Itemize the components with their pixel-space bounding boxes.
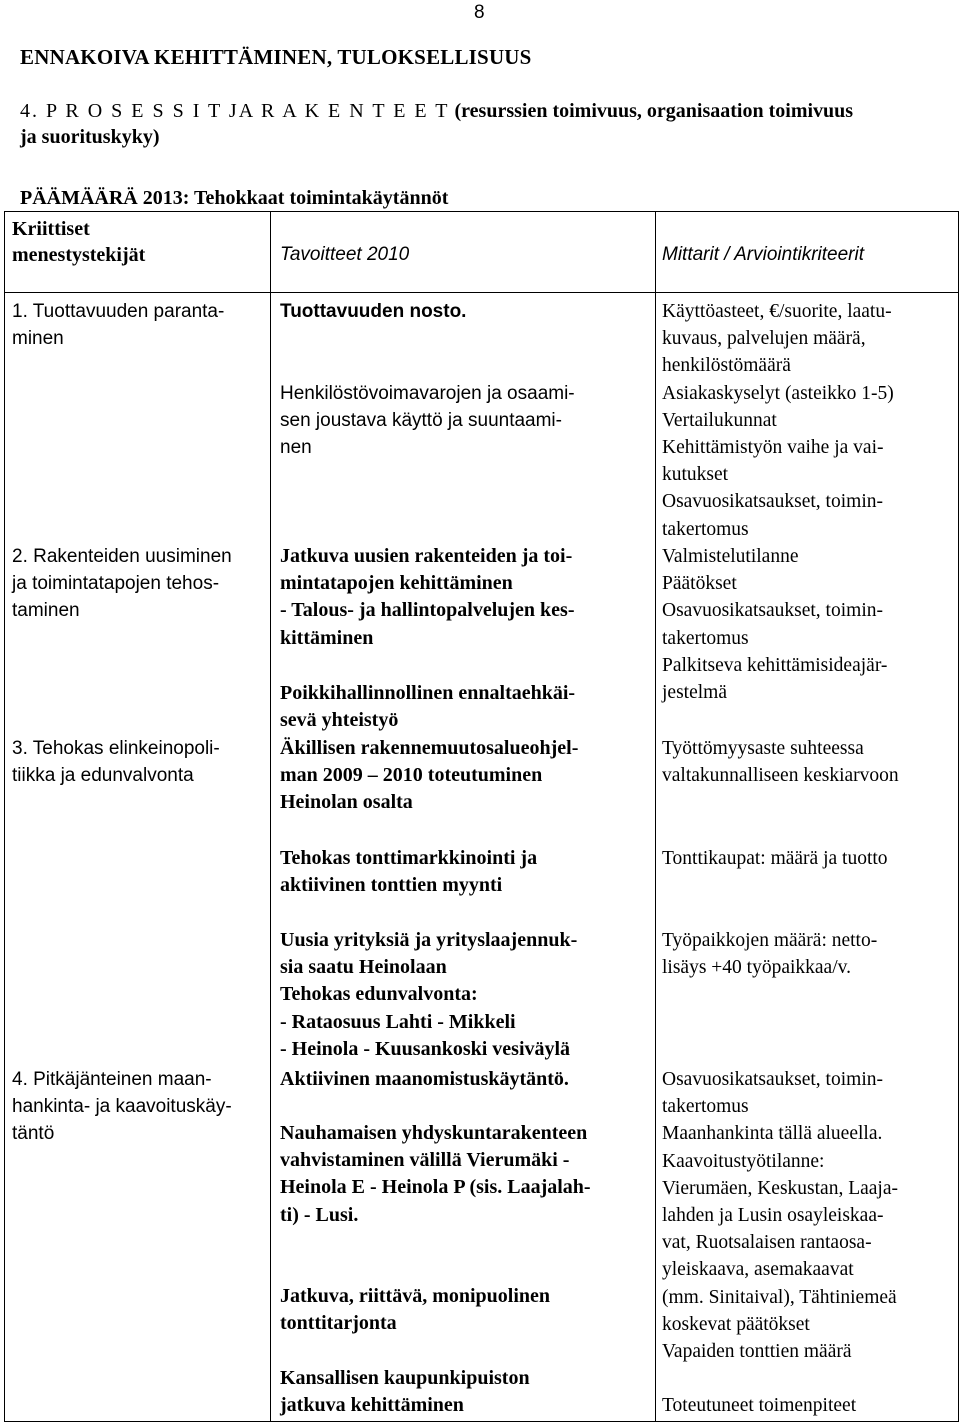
header-targets: Tavoitteet 2010 [280, 244, 410, 265]
table-border-top [4, 211, 959, 212]
table-divider-1 [270, 211, 271, 1422]
document-heading: ENNAKOIVA KEHITTÄMINEN, TULOKSELLISUUS [20, 45, 532, 69]
target-4: Poikkihallinnollinen ennaltaehkäi- sevä yhteistyö [280, 682, 576, 732]
metric-4: Tonttikaupat: määrä ja tuotto [662, 848, 888, 869]
target-3: Jatkuva uusien rakenteiden ja toi- mintatapojen kehittäminen - Talous- ja hallintopalvelujen kes- kittäminen [280, 545, 575, 649]
table-border-left [4, 211, 5, 1422]
target-10: Jatkuva, riittävä, monipuolinen tonttitarjonta [280, 1285, 551, 1335]
target-5: Äkillisen rakennemuutosalueohjel- man 2009 – 2010 toteutuminen Heinolan osalta [280, 737, 579, 814]
target-6: Tehokas tonttimarkkinointi ja aktiivinen tonttien myynti [280, 847, 538, 897]
factor-3: 3. Tehokas elinkeinopoli- tiikka ja edunvalvonta [12, 738, 220, 787]
target-2: Henkilöstövoimavarojen ja osaami- sen joustava käyttö ja suuntaami- nen [280, 383, 575, 459]
factor-4: 4. Pitkäjänteinen maan- hankinta- ja kaavoituskäy- täntö [12, 1069, 232, 1145]
table-border-header [4, 292, 959, 293]
metric-5: Työpaikkojen määrä: netto- lisäys +40 työpaikkaa/v. [662, 930, 878, 979]
section-heading-subtitle: (resurssien toimivuus, organisaation toimivuus [454, 100, 854, 122]
goal-heading: PÄÄMÄÄRÄ 2013: Tehokkaat toimintakäytännöt [20, 187, 449, 209]
section-heading-subtitle-cont: ja suorituskyky) [20, 126, 160, 148]
section-heading [20, 98, 950, 150]
target-1: Tuottavuuden nosto. [280, 301, 467, 322]
table-border-right [958, 211, 959, 1422]
target-7: Uusia yrityksiä ja yrityslaajennuk- sia saatu Heinolaan Tehokas edunvalvonta: - Rataosuus Lahti - Mikkeli - Heinola - Kuusankoski vesiväylä [280, 929, 578, 1060]
metric-3: Työttömyysaste suhteessa valtakunnalliseen keskiarvoon [662, 738, 899, 787]
header-critical-factors: Kriittiset menestystekijät [12, 218, 146, 266]
header-metrics: Mittarit / Arviointikriteerit [662, 244, 864, 265]
table-divider-2 [655, 211, 656, 1422]
target-11: Kansallisen kaupunkipuiston jatkuva kehittäminen [280, 1367, 530, 1417]
metric-2: Valmistelutilanne Päätökset Osavuosikatsaukset, toimin- takertomus Palkitseva kehittämisideajär- jestelmä [662, 546, 888, 704]
metric-7: Toteutuneet toimenpiteet [662, 1395, 857, 1416]
target-8: Aktiivinen maanomistuskäytäntö. [280, 1068, 569, 1090]
factor-2: 2. Rakenteiden uusiminen ja toimintatapojen tehos- taminen [12, 546, 232, 622]
metric-1: Käyttöasteet, €/suorite, laatu- kuvaus, palvelujen määrä, henkilöstömäärä Asiakaskyselyt (asteikko 1-5) Vertailukunnat Kehittämistyön vaihe ja vai- kutukset Osavuosikatsaukset, toimin- takertomus [662, 301, 894, 540]
factor-1: 1. Tuottavuuden paranta- minen [12, 301, 225, 350]
metric-6: Osavuosikatsaukset, toimin- takertomus Maanhankinta tällä alueella. Kaavoitustyötilanne: Vierumäen, Keskustan, Laaja- lahden ja Lusin osayleiskaa- vat, Ruotsalaisen rantaosa- yleiskaava, asemakaavat (mm. Sinitaival), Tähtiniemeä koskevat päätökset Vapaiden tonttien määrä [662, 1069, 898, 1363]
table-border-bottom [4, 1421, 959, 1422]
section-heading-title: 4. P R O S E S S I T JA R A K E N T E E T [20, 100, 450, 122]
page-number: 8 [474, 2, 485, 23]
target-9: Nauhamaisen yhdyskuntarakenteen vahvistaminen välillä Vierumäki - Heinola E - Heinola P (sis. Laajalah- ti) - Lusi. [280, 1122, 591, 1226]
